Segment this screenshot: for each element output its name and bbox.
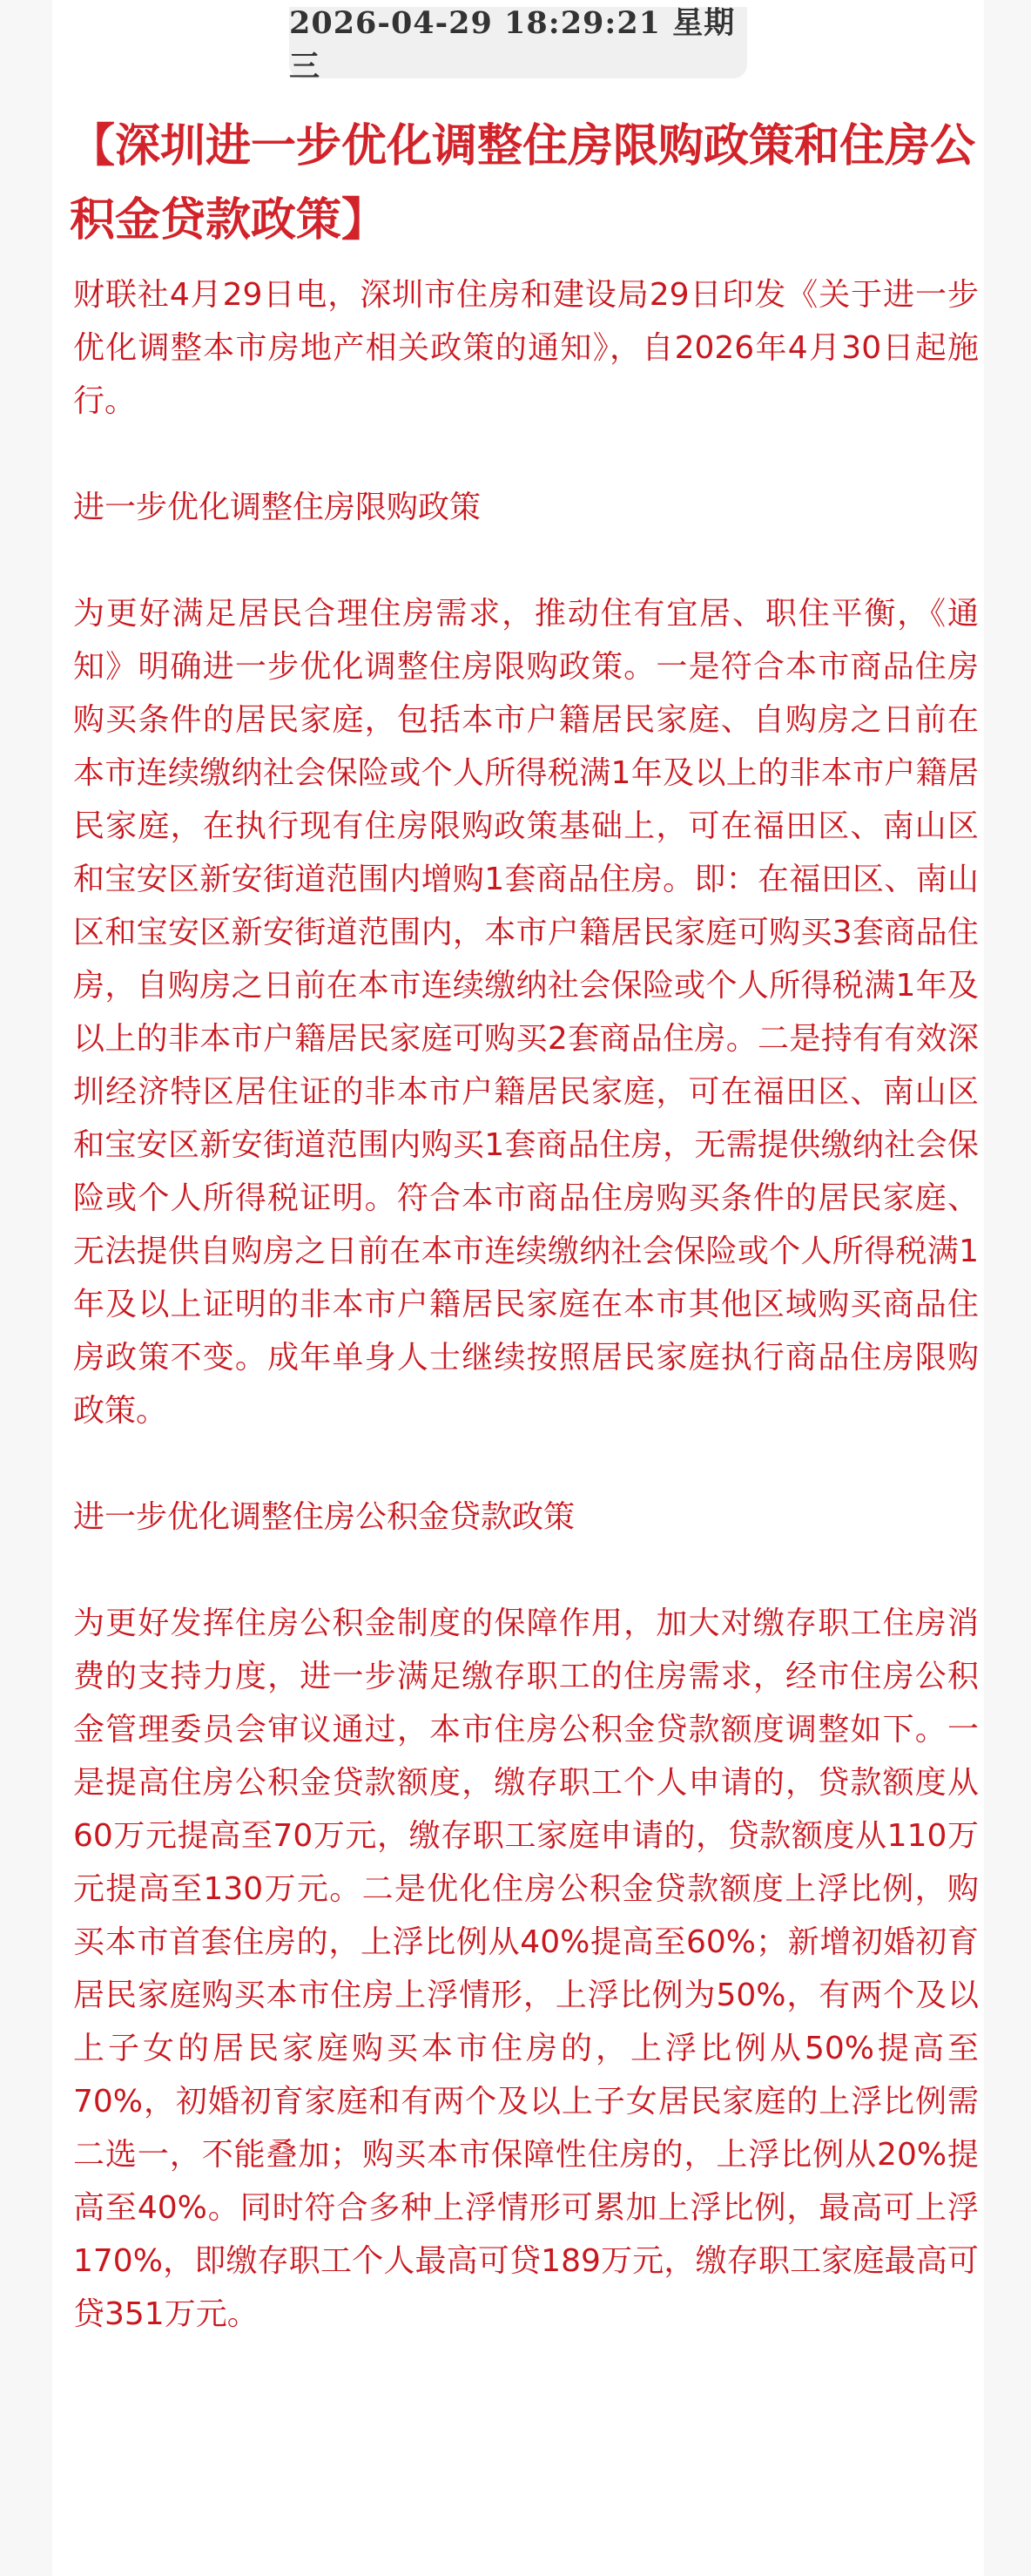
datetime-text: 2026-04-29 18:29:21 星期三 (289, 5, 736, 85)
lead-paragraph: 财联社4月29日电，深圳市住房和建设局29日印发《关于进一步优化调整本市房地产相关政策的通知》，自2026年4月30日起施行。 (73, 277, 979, 419)
article-title: 【深圳进一步优化调整住房限购政策和住房公积金贷款政策】 (70, 120, 976, 247)
section-heading-purchase-restriction: 进一步优化调整住房限购政策 (73, 490, 482, 525)
section-body-purchase-restriction: 为更好满足居民合理住房需求，推动住有宜居、职住平衡，《通知》明确进一步优化调整住房限购政策。一是符合本市商品住房购买条件的居民家庭，包括本市户籍居民家庭、自购房之日前在本市连续缴纳社会保险或个人所得税满1年及以上的非本市户籍居民家庭，在执行现有住房限购政策基础上，可在福田区、南山区和宝安区新安街道范围内增购1套商品住房。即：在福田区、南山区和宝安区新安街道范围内，本市户籍居民家庭可购买3套商品住房，自购房之日前在本市连续缴纳社会保险或个人所得税满1年及以上的非本市户籍居民家庭可购买2套商品住房。二是持有有效深圳经济特区居住证的非本市户籍居民家庭，可在福田区、南山区和宝安区新安街道范围内购买1套商品住房，无需提供缴纳社会保险或个人所得税证明。符合本市商品住房购买条件的居民家庭、无法提供自购房之日前在本市连续缴纳社会保险或个人所得税满1年及以上证明的非本市户籍居民家庭在本市其他区域购买商品住房政策不变。成年单身人士继续按照居民家庭执行商品住房限购政策。 (73, 596, 979, 1429)
section-body-housing-fund: 为更好发挥住房公积金制度的保障作用，加大对缴存职工住房消费的支持力度，进一步满足缴存职工的住房需求，经市住房公积金管理委员会审议通过，本市住房公积金贷款额度调整如下。一是提高住房公积金贷款额度，缴存职工个人申请的，贷款额度从60万元提高至70万元，缴存职工家庭申请的，贷款额度从110万元提高至130万元。二是优化住房公积金贷款额度上浮比例，购买本市首套住房的，上浮比例从40%提高至60%；新增初婚初育居民家庭购买本市住房上浮情形，上浮比例为50%，有两个及以上子女的居民家庭购买本市住房的，上浮比例从50%提高至70%，初婚初育家庭和有两个及以上子女居民家庭的上浮比例需二选一，不能叠加；购买本市保障性住房的，上浮比例从20%提高至40%。同时符合多种上浮情形可累加上浮比例，最高可上浮170%，即缴存职工个人最高可贷189万元，缴存职工家庭最高可贷351万元。 (73, 1606, 979, 2332)
article-body (73, 268, 979, 2341)
datetime-banner (289, 5, 747, 85)
section-heading-housing-fund: 进一步优化调整住房公积金贷款政策 (73, 1499, 576, 1535)
article-page (52, 0, 984, 2576)
